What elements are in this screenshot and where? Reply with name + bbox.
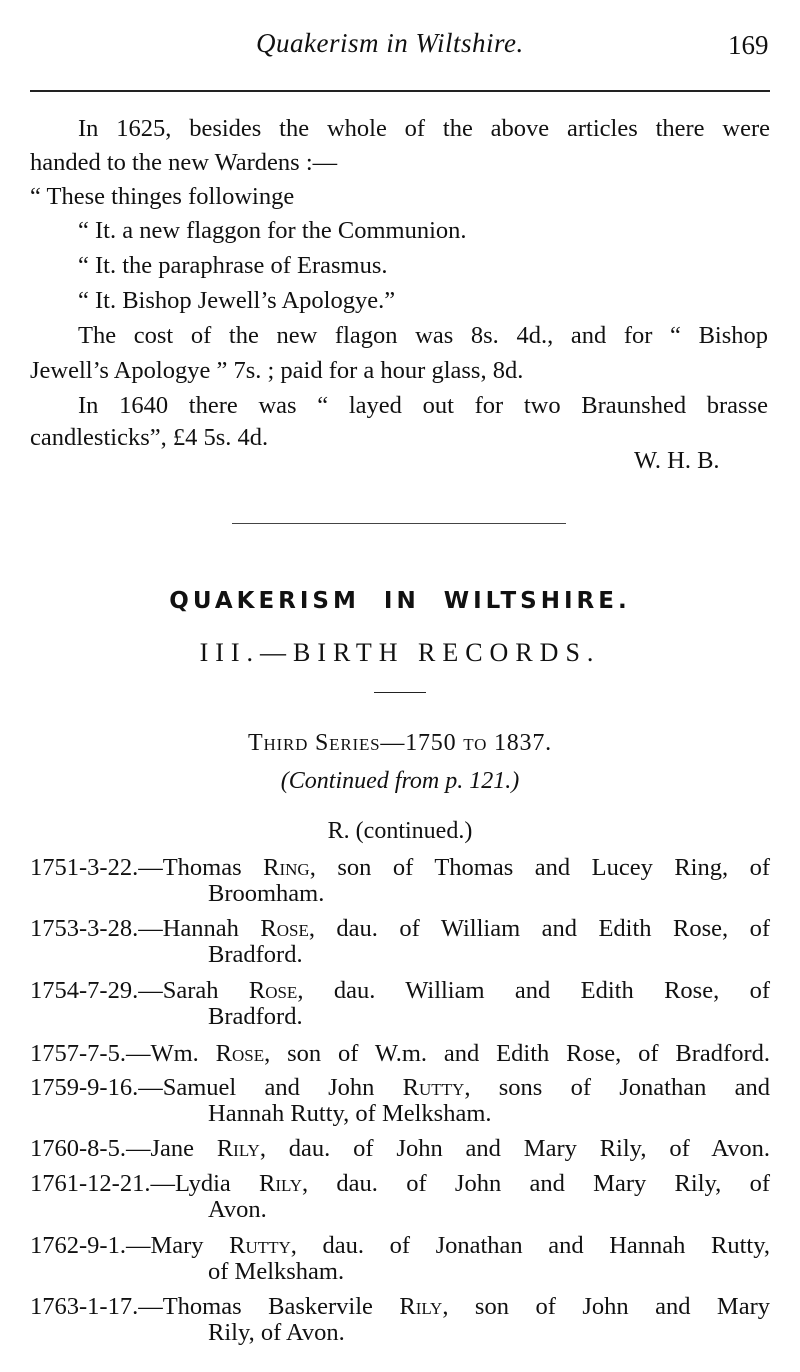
record-date: 1751-3-22.—: [30, 854, 163, 881]
record-surname: Rily: [399, 1293, 443, 1320]
record-date: 1760-8-5.—: [30, 1135, 151, 1162]
letter-heading: R. (continued.): [327, 818, 473, 844]
heading-rule: [374, 692, 426, 693]
birth-record: 1763-1-17.—Thomas Baskervile Rily, son of John and Mary Rily, of Avon.: [30, 1293, 770, 1346]
series-heading: Third Series—1750 to 1837.: [248, 730, 552, 756]
record-surname: Rose: [248, 977, 298, 1004]
record-surname: Rose: [215, 1040, 265, 1067]
record-date: 1763-1-17.—: [30, 1293, 163, 1320]
birth-record: 1753-3-28.—Hannah Rose, dau. of William and Edith Rose, of Bradford.: [30, 915, 770, 968]
record-surname: Rose: [260, 915, 309, 942]
record-surname: Ring: [263, 854, 310, 881]
page-number: 169: [728, 30, 769, 60]
record-surname: Rutty: [402, 1074, 465, 1101]
section-heading: III.—BIRTH RECORDS.: [199, 638, 601, 667]
paragraph-line: In 1625, besides the whole of the above articles there were: [78, 115, 770, 142]
quote-item: “ It. the paraphrase of Erasmus.: [78, 252, 388, 279]
birth-record: 1757-7-5.—Wm. Rose, son of W.m. and Edith Rose, of Bradford.: [30, 1040, 770, 1067]
birth-record: 1761-12-21.—Lydia Rily, dau. of John and Mary Rily, of Avon.: [30, 1170, 770, 1223]
record-surname: Rily: [259, 1170, 303, 1197]
birth-record: 1754-7-29.—Sarah Rose, dau. William and Edith Rose, of Bradford.: [30, 977, 770, 1030]
record-date: 1753-3-28.—: [30, 915, 163, 942]
record-date: 1761-12-21.—: [30, 1170, 175, 1197]
birth-record: 1751-3-22.—Thomas Ring, son of Thomas and Lucey Ring, of Broomham.: [30, 854, 771, 907]
birth-record: 1760-8-5.—Jane Rily, dau. of John and Mary Rily, of Avon.: [30, 1135, 770, 1162]
record-date: 1754-7-29.—: [30, 977, 163, 1004]
continued-note: (Continued from p. 121.): [280, 768, 520, 794]
record-date: 1762-9-1.—: [30, 1232, 151, 1259]
paragraph-line: Jewell’s Apologye ” 7s. ; paid for a hour glass, 8d.: [30, 357, 524, 384]
paragraph-line: The cost of the new flagon was 8s. 4d., and for “ Bishop: [78, 322, 768, 349]
section-separator: [232, 523, 566, 524]
record-surname: Rily: [216, 1135, 260, 1162]
record-date: 1757-7-5.—: [30, 1040, 151, 1067]
paragraph-line: candlesticks”, £4 5s. 4d.: [30, 424, 269, 451]
paragraph-line: handed to the new Wardens :—: [30, 149, 338, 176]
article-title: QUAKERISM IN WILTSHIRE.: [169, 588, 631, 614]
running-title: Quakerism in Wiltshire.: [256, 28, 524, 58]
record-surname: Rutty: [229, 1232, 291, 1259]
birth-record: 1759-9-16.—Samuel and John Rutty, sons of Jonathan and Hannah Rutty, of Melksham.: [30, 1074, 770, 1127]
quote-item: “ It. Bishop Jewell’s Apologye.”: [78, 287, 396, 314]
record-date: 1759-9-16.—: [30, 1074, 163, 1101]
running-head: [0, 28, 800, 68]
birth-record: 1762-9-1.—Mary Rutty, dau. of Jonathan and Hannah Rutty, of Melksham.: [30, 1232, 770, 1285]
header-rule: [30, 90, 770, 92]
quote-intro: “ These thinges followinge: [30, 183, 295, 210]
author-signature: W. H. B.: [634, 447, 720, 474]
paragraph-line: In 1640 there was “ layed out for two Braunshed brasse: [78, 392, 768, 419]
quote-item: “ It. a new flaggon for the Communion.: [78, 217, 467, 244]
